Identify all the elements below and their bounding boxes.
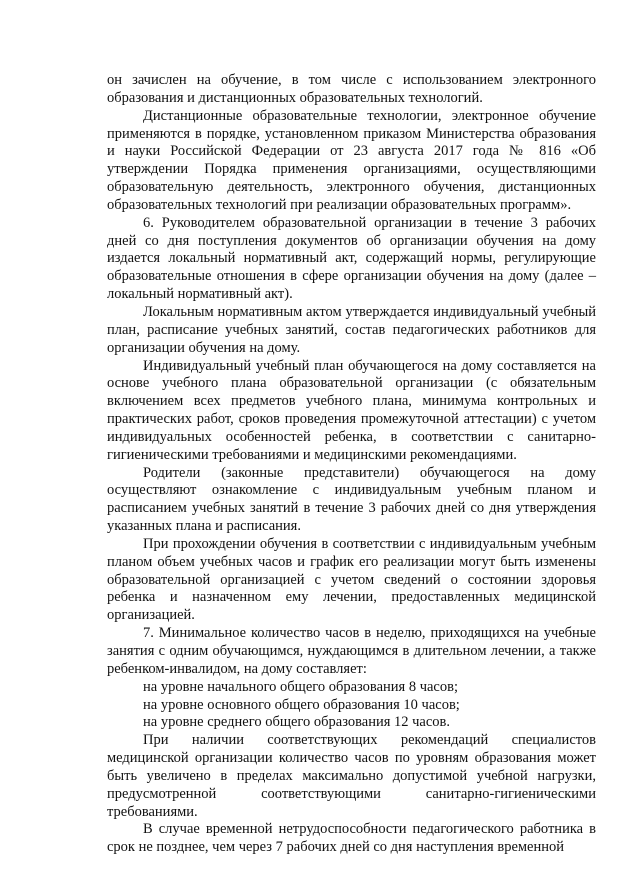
paragraph-distance-technologies: Дистанционные образовательные технологии, электронное обучение применяются в порядке, установленном приказом Министерства образования и науки Российской Федерации от 23 августа 2017 года № 816 «Об утверждении Порядка применения организациями, осуществляющими образовательную деятельность, электронного обучения, дистанционных образовательных технологий при реализации образовательных программ». — [107, 107, 596, 213]
paragraph-local-act: Локальным нормативным актом утверждается индивидуальный учебный план, расписание учебных занятий, состав педагогических работников для организации обучения на дому. — [107, 303, 596, 356]
list-item-secondary-education: на уровне среднего общего образования 12 часов. — [143, 714, 451, 731]
list-item-basic-education: на уровне основного общего образования 10 часов; — [143, 696, 460, 713]
paragraph-item-7: 7. Минимальное количество часов в неделю, приходящихся на учебные занятия с одним обучающимся, нуждающимся в длительном лечении, а также ребенком-инвалидом, на дому составляет: — [107, 625, 596, 677]
paragraph-hours-increase: При наличии соответствующих рекомендаций специалистов медицинской организации количество часов по уровням образования может быть увеличено в пределах максимально допустимой учебной нагрузки, предусмотренной соответствующими санитарно-гигиеническими требованиями. — [107, 732, 596, 820]
paragraph-plan-changes: При прохождении обучения в соответствии с индивидуальным учебным планом объем учебных часов и график его реализации могут быть изменены образовательной организацией с учетом сведений о состоянии здоровья ребенка и назначенном ему лечении, предоставленных медицинской организацией. — [107, 535, 596, 624]
paragraph-parents: Родители (законные представители) обучающегося на дому осуществляют ознакомление с индивидуальным учебным планом и расписанием учебных занятий в течение 3 рабочих дней со дня утверждения указанных плана и расписания. — [107, 464, 596, 535]
paragraph-individual-plan: Индивидуальный учебный план обучающегося на дому составляется на основе учебного плана образовательной организации (с обязательным включением всех предметов учебного плана, минимума контрольных и практических работ, сроков проведения промежуточной аттестации) с учетом индивидуальных особенностей ребенка, в соответствии с санитарно-гигиеническими требованиями и медицинскими рекомендациями. — [107, 357, 596, 463]
paragraph-teacher-disability: В случае временной нетрудоспособности педагогического работника в срок не позднее, чем через 7 рабочих дней со дня наступления временной — [107, 821, 596, 856]
list-item-primary-education: на уровне начального общего образования 8 часов; — [143, 678, 458, 695]
paragraph-item-6: 6. Руководителем образовательной организации в течение 3 рабочих дней со дня поступления документов об организации обучения на дому издается локальный нормативный акт, содержащий нормы, регулирующие образовательные отношения в сфере организации обучения на дому (далее – локальный нормативный акт). — [107, 214, 596, 303]
paragraph-enrollment-continuation: он зачислен на обучение, в том числе с использованием электронного образования и дистанционных образовательных технологий. — [107, 72, 596, 106]
